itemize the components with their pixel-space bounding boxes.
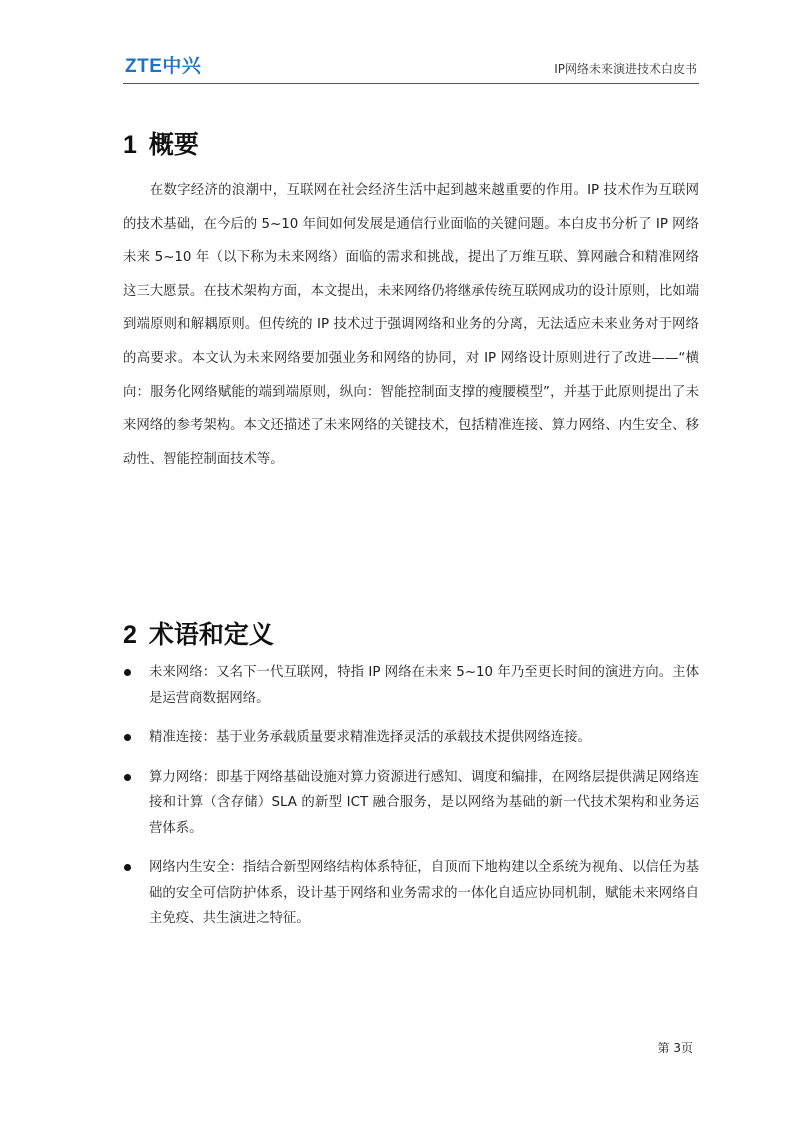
bullet-icon (124, 864, 131, 871)
term-text: 算力网络：即基于网络基础设施对算力资源进行感知、调度和编排，在网络层提供满足网络连接和计算（含存储）SLA 的新型 ICT 融合服务，是以网络为基础的新一代技术架构和业务运营体系。 (149, 769, 699, 836)
section-2-number: 2 (123, 621, 137, 649)
section-1-heading (123, 130, 199, 160)
term-text: 网络内生安全：指结合新型网络结构体系特征，自顶而下地构建以全系统为视角、以信任为基础的安全可信防护体系，设计基于网络和业务需求的一体化自适应协同机制，赋能未来网络自主免疫、共生演进之特征。 (149, 860, 699, 926)
term-text: 未来网络：又名下一代互联网，特指 IP 网络在未来 5~10 年乃至更长时间的演进方向。主体是运营商数据网络。 (149, 665, 699, 706)
term-computing-network (123, 765, 699, 842)
term-precise-connection (123, 725, 699, 751)
page-number: 第 3页 (657, 1041, 693, 1055)
bullet-icon (124, 734, 131, 741)
overview-paragraph: 在数字经济的浪潮中，互联网在社会经济生活中起到越来越重要的作用。IP 技术作为互联网的技术基础，在今后的 5~10 年间如何发展是通信行业面临的关键问题。本白皮书分析了 IP 网络未来 5~10 年（以下称为未来网络）面临的需求和挑战，提出了万维互联、算网融合和精准网络这三大愿景。在技术架构方面，本文提出，未来网络仍将继承传统互联网成功的设计原则，比如端到端原则和解耦原则。但传统的 IP 技术过于强调网络和业务的分离，无法适应未来业务对于网络的高要求。本文认为未来网络要加强业务和网络的协同，对 IP 网络设计原则进行了改进——“横向：服务化网络赋能的端到端原则，纵向：智能控制面支撑的瘦腰模型”，并基于此原则提出了未来网络的参考架构。本文还描述了未来网络的关键技术，包括精准连接、算力网络、内生安全、移动性、智能控制面技术等。 (123, 183, 699, 467)
bullet-icon (124, 774, 131, 781)
section-2-title: 术语和定义 (148, 620, 274, 649)
section-2-heading (123, 620, 274, 650)
terms-list (123, 660, 699, 946)
term-intrinsic-security (123, 855, 699, 932)
term-future-network (123, 660, 699, 711)
section-1-title: 概要 (148, 130, 199, 159)
zte-logo: ZTE中兴 (125, 56, 202, 77)
section-1-number: 1 (123, 131, 137, 159)
page-header (123, 52, 699, 84)
document-title: IP网络未来演进技术白皮书 (554, 62, 697, 76)
bullet-icon (124, 669, 131, 676)
term-text: 精准连接：基于业务承载质量要求精准选择灵活的承载技术提供网络连接。 (149, 730, 591, 745)
